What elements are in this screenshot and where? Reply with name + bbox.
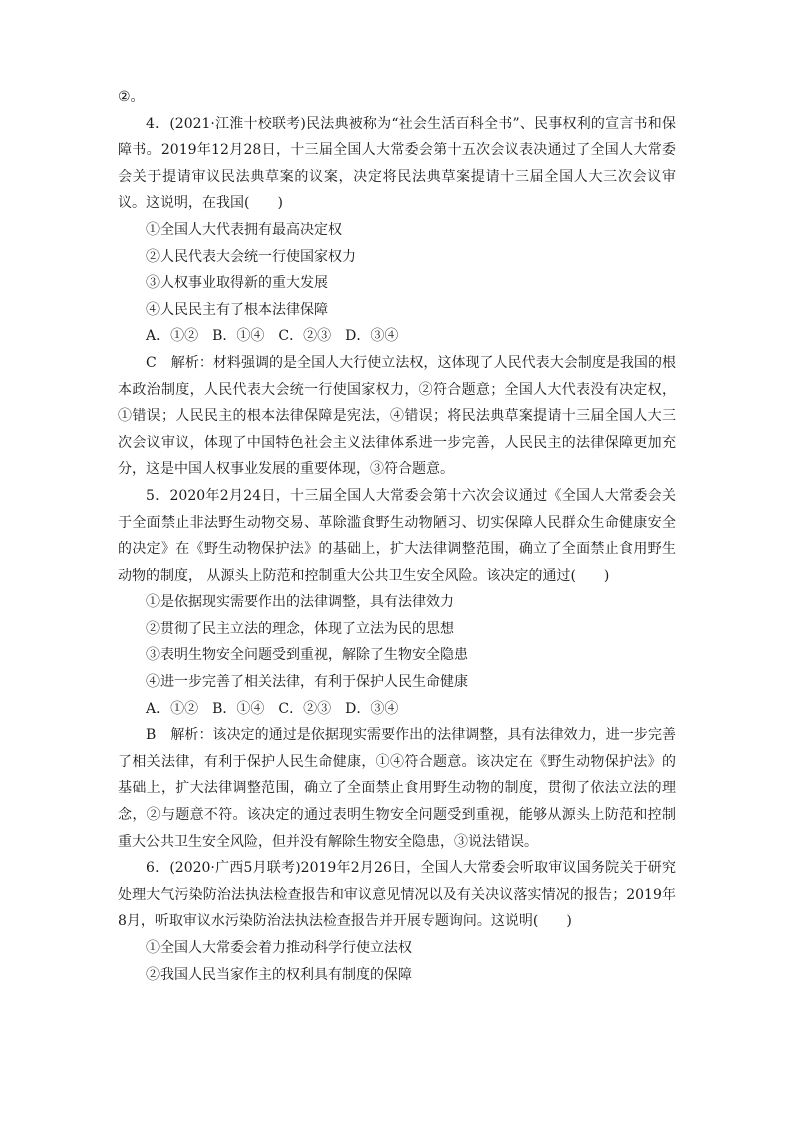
question-6-option-2: ②我国人民当家作主的权利具有制度的保障 — [146, 966, 412, 983]
question-4-stem: 4．(2021·江淮十校联考)民法典被称为“社会生活百科全书”、民事权利的宣言书和保障书。2019年12月28日，十三届全国人大常委会第十五次会议表决通过了全国人大常委会关于提请审议民法典草案的议案，决定将民法典草案提请十三届全国人大三次会议审议。这说明，在我国( ) — [118, 115, 676, 212]
question-5-option-1: ①是依据现实需要作出的法律调整，具有法律效力 — [146, 594, 454, 611]
question-5-choices: A．①② B．①④ C．②③ D．③④ — [146, 700, 399, 717]
question-4-analysis: C 解析：材料强调的是全国人大行使立法权，这体现了人民代表大会制度是我国的根本政治制度，人民代表大会统一行使国家权力，②符合题意；全国人大代表没有决定权，①错误；人民民主的根本法律保障是宪法，④错误；将民法典草案提请十三届全国人大三次会议审议，体现了中国特色社会主义法律体系进一步完善，人民民主的法律保障更加充分，这是中国人权事业发展的重要体现，③符合题意。 — [118, 354, 676, 478]
question-4-option-3: ③人权事业取得新的重大发展 — [146, 275, 328, 292]
question-4-option-1: ①全国人大代表拥有最高决定权 — [146, 221, 342, 238]
top-fragment: ②。 — [118, 89, 145, 105]
question-6-stem: 6．(2020·广西5月联考)2019年2月26日，全国人大常委会听取审议国务院关于研究处理大气污染防治法执法检查报告和审议意见情况以及有关决议落实情况的报告；2019年8月，听取审议水污染防治法执法检查报告并开展专题询问。这说明( ) — [118, 860, 676, 930]
question-5-stem: 5．2020年2月24日，十三届全国人大常委会第十六次会议通过《全国人大常委会关于全面禁止非法野生动物交易、革除滥食野生动物陋习、切实保障人民群众生命健康安全的决定》在《野生动物保护法》的基础上，扩大法律调整范围，确立了全面禁止食用野生动物的制度， 从源头上防范和控制重大公共卫生安全风险。该决定的通过( ) — [118, 487, 676, 584]
question-5-option-3: ③表明生物安全问题受到重视，解除了生物安全隐患 — [146, 647, 468, 664]
question-4-option-4: ④人民民主有了根本法律保障 — [146, 301, 328, 318]
question-5-analysis: B 解析：该决定的通过是依据现实需要作出的法律调整，具有法律效力，进一步完善了相关法律，有利于保护人民生命健康，①④符合题意。该决定在《野生动物保护法》的基础上，扩大法律调整范围，确立了全面禁止食用野生动物的制度，贯彻了依法立法的理念，②与题意不符。该决定的通过表明生物安全问题受到重视，能够从源头上防范和控制重大公共卫生安全风险，但并没有解除生物安全隐患，③说法错误。 — [118, 727, 676, 850]
question-6-option-1: ①全国人大常委会着力推动科学行使立法权 — [146, 940, 412, 956]
question-4-option-2: ②人民代表大会统一行使国家权力 — [146, 248, 356, 265]
question-5-option-2: ②贯彻了民主立法的理念，体现了立法为民的思想 — [146, 620, 454, 637]
question-4-choices: A．①② B．①④ C．②③ D．③④ — [146, 328, 399, 345]
question-5-option-4: ④进一步完善了相关法律，有利于保护人民生命健康 — [146, 674, 468, 691]
